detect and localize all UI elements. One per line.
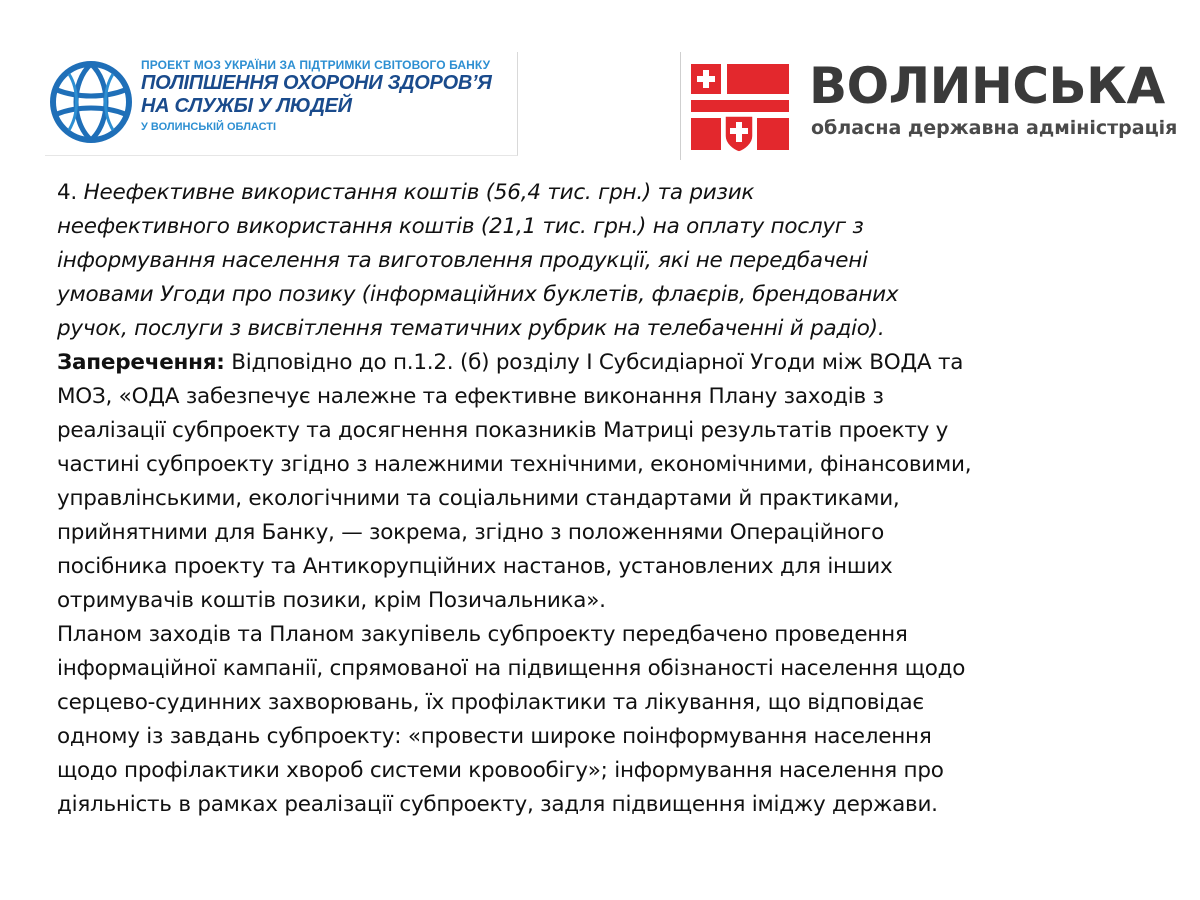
logo-region-line: У ВОЛИНСЬКІЙ ОБЛАСТІ xyxy=(141,121,277,133)
logo-title-line2: НА СЛУЖБІ У ЛЮДЕЙ xyxy=(141,95,352,117)
logo-title-line1: ПОЛІПШЕННЯ ОХОРОНИ ЗДОРОВ’Я xyxy=(141,72,492,94)
logo-oblast-name: ВОЛИНСЬКА xyxy=(809,57,1165,115)
objection-label: Заперечення: xyxy=(57,350,225,375)
volyn-flag-icon xyxy=(687,58,791,154)
plan-line: одному із завдань субпроекту: «провести широке поінформування населення xyxy=(57,724,932,749)
logo-project-line: ПРОЕКТ МОЗ УКРАЇНИ ЗА ПІДТРИМКИ СВІТОВОГО БАНКУ xyxy=(141,58,491,72)
globe-icon xyxy=(49,60,133,144)
objection-line: МОЗ, «ОДА забезпечує належне та ефективне виконання Плану заходів з xyxy=(57,384,884,409)
objection-text: Відповідно до п.1.2. (б) розділу І Субсидіарної Угоди між ВОДА та xyxy=(224,350,964,375)
item-line-1 xyxy=(57,176,1167,210)
item-line: ручок, послуги з висвітлення тематичних рубрик на телебаченні й радіо). xyxy=(57,316,885,341)
plan-line: діяльність в рамках реалізації субпроекту, задля підвищення іміджу держави. xyxy=(57,792,938,817)
objection-line: управлінськими, екологічними та соціальними стандартами й практиками, xyxy=(57,486,900,511)
logo-oblast-subtitle: обласна державна адміністрація xyxy=(811,117,1178,139)
plan-line: Планом заходів та Планом закупівель субпроекту передбачено проведення xyxy=(57,622,908,647)
item-number: 4. xyxy=(57,180,84,205)
objection-line-1 xyxy=(57,346,1167,380)
document-body xyxy=(57,176,1167,822)
item-text: Неефективне використання коштів (56,4 тис. грн.) та ризик xyxy=(83,180,755,205)
objection-line: прийнятними для Банку, — зокрема, згідно з положеннями Операційного xyxy=(57,520,884,545)
plan-line: серцево-судинних захворювань, їх профілактики та лікування, що відповідає xyxy=(57,690,924,715)
volyn-administration-logo xyxy=(680,52,1178,160)
item-line: неефективного використання коштів (21,1 тис. грн.) на оплату послуг з xyxy=(57,214,864,239)
world-bank-project-logo xyxy=(45,52,518,156)
objection-line: частині субпроекту згідно з належними технічними, економічними, фінансовими, xyxy=(57,452,972,477)
item-line: інформування населення та виготовлення продукції, які не передбачені xyxy=(57,248,868,273)
plan-line: щодо профілактики хвороб системи кровообігу»; інформування населення про xyxy=(57,758,944,783)
objection-line: посібника проекту та Антикорупційних настанов, установлених для інших xyxy=(57,554,893,579)
plan-line: інформаційної кампанії, спрямованої на підвищення обізнаності населення щодо xyxy=(57,656,966,681)
objection-line: реалізації субпроекту та досягнення показників Матриці результатів проекту у xyxy=(57,418,949,443)
item-line: умовами Угоди про позику (інформаційних буклетів, флаєрів, брендованих xyxy=(57,282,899,307)
objection-line: отримувачів коштів позики, крім Позичальника». xyxy=(57,588,606,613)
